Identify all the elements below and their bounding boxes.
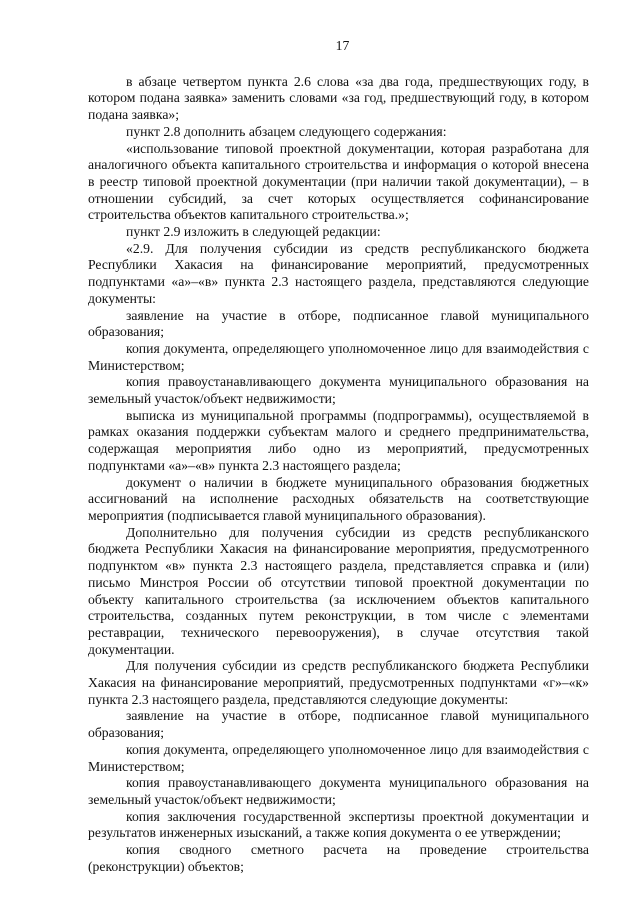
paragraph-15: копия правоустанавливающего документа муниципального образования на земельный участок/объект недвижимости; xyxy=(88,775,589,807)
paragraph-10: документ о наличии в бюджете муниципального образования бюджетных ассигнований на исполнение расходных обязательств на соответствующие мероприятия (подписывается главой муниципального образования). xyxy=(88,474,589,523)
paragraph-9: выписка из муниципальной программы (подпрограммы), осуществляемой в рамках оказания поддержки субъектам малого и среднего предпринимательства, содержащая мероприятия либо одно из мероприятий, предусмотренных подпунктами «а»–«в» пункта 2.3 настоящего раздела; xyxy=(88,407,589,473)
document-page xyxy=(88,38,589,875)
paragraph-8: копия правоустанавливающего документа муниципального образования на земельный участок/объект недвижимости; xyxy=(88,374,589,407)
paragraph-16: копия заключения государственной экспертизы проектной документации и результатов инженерных изысканий, а также копия документа о ее утверждении; xyxy=(88,808,589,841)
paragraph-5: «2.9. Для получения субсидии из средств республиканского бюджета Республики Хакасия на финансирование мероприятий, предусмотренных подпунктами «а»–«в» пункта 2.3 настоящего раздела, представляются следующие документы: xyxy=(88,240,589,306)
paragraph-13: заявление на участие в отборе, подписанное главой муниципального образования; xyxy=(88,708,589,741)
paragraph-2: пункт 2.8 дополнить абзацем следующего содержания: xyxy=(126,123,447,139)
paragraph-1: в абзаце четвертом пункта 2.6 слова «за два года, предшествующих году, в котором подана заявка» заменить словами «за год, предшествующий году, в котором подана заявка»; xyxy=(88,73,589,123)
paragraph-17: копия сводного сметного расчета на проведение строительства (реконструкции) объектов; xyxy=(88,842,589,874)
paragraph-11: Дополнительно для получения субсидии из средств республиканского бюджета Республики Хакасия на финансирование мероприятия, предусмотренного подпунктом «в» пункта 2.3 настоящего раздела, представляется справка и (или) письмо Минстроя России об отсутствии типовой проектной документации по объекту капитального строительства (за исключением объектов капитального строительства, созданных путем реконструкции, в том числе с элементами реставрации, технического перевооружения), в случае отсутствия такой документации. xyxy=(88,524,589,657)
paragraph-7: копия документа, определяющего уполномоченное лицо для взаимодействия с Министерством; xyxy=(88,340,589,373)
paragraph-4: пункт 2.9 изложить в следующей редакции: xyxy=(126,224,381,240)
page-number-container xyxy=(88,38,589,55)
paragraph-6: заявление на участие в отборе, подписанное главой муниципального образования; xyxy=(88,307,589,340)
paragraph-14: копия документа, определяющего уполномоченное лицо для взаимодействия с Министерством; xyxy=(88,741,589,774)
paragraph-3: «использование типовой проектной документации, которая разработана для аналогичного объекта капитального строительства и информация о которой внесена в реестр типовой проектной документации (при наличии такой документации), – в отношении субсидий, за счет которых осуществляется софинансирование строительства объектов капитального строительства.»; xyxy=(88,140,589,223)
page-number: 17 xyxy=(335,38,350,53)
paragraph-12: Для получения субсидии из средств республиканского бюджета Республики Хакасия на финансирование мероприятий, предусмотренных подпунктами «г»–«к» пункта 2.3 настоящего раздела, представляются следующие документы: xyxy=(88,658,589,707)
